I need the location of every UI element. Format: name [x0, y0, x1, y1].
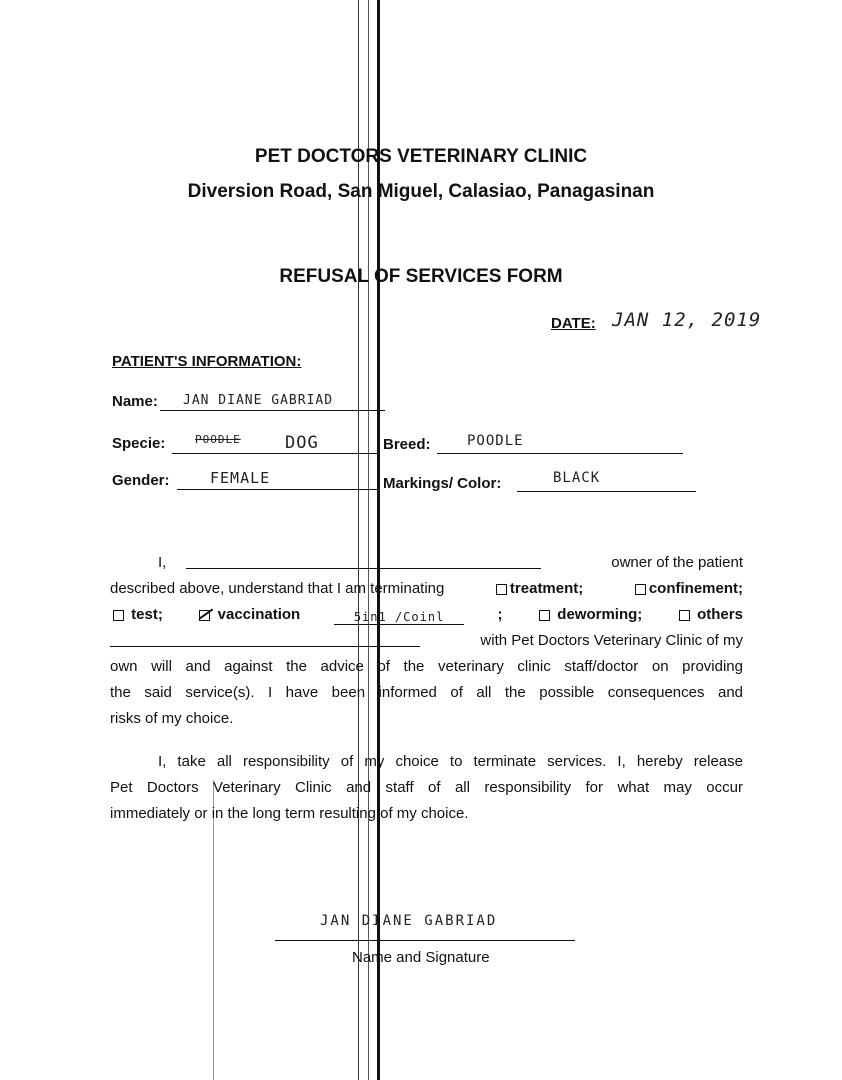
vaccination-detail: 5in1 /Coinl — [353, 609, 445, 624]
breed-value: POODLE — [467, 433, 524, 449]
paragraph-line: risks of my choice. — [110, 710, 234, 727]
confinement-checkbox[interactable] — [635, 584, 646, 595]
paragraph-line: I, take all responsibility of my choice to terminate services. I, hereby release — [158, 753, 743, 770]
treatment-checkbox[interactable] — [496, 584, 507, 595]
vaccination-checkbox[interactable] — [199, 610, 210, 621]
terminating-text: described above, understand that I am terminating — [110, 580, 445, 597]
clinic-will-text: with Pet Doctors Veterinary Clinic of my — [480, 632, 743, 649]
signature-label: Name and Signature — [352, 949, 490, 966]
gender-label: Gender: — [112, 472, 170, 489]
specie-line — [172, 453, 380, 454]
gender-value: FEMALE — [210, 469, 271, 487]
vaccination-semicolon: ; — [497, 606, 503, 623]
owner-phrase: owner of the patient — [611, 554, 743, 571]
form-title: REFUSAL OF SERVICES FORM — [279, 266, 563, 287]
specie-struck-value: POODLE — [195, 433, 241, 446]
signature-line — [275, 940, 575, 941]
date-value: JAN 12, 2019 — [612, 309, 762, 331]
paragraph-line: Pet Doctors Veterinary Clinic and staff of all responsibility for what may occur — [110, 779, 743, 796]
breed-line — [437, 453, 683, 454]
owner-name-line — [186, 568, 541, 569]
paragraph-line: immediately or in the long term resulting of my choice. — [110, 805, 469, 822]
refusal-paragraph — [110, 550, 743, 732]
test-checkbox[interactable] — [113, 610, 124, 621]
paragraph-line: own will and against the advice of the veterinary clinic staff/doctor on providing — [110, 658, 743, 675]
markings-value: BLACK — [553, 470, 601, 486]
name-label: Name: — [112, 393, 158, 410]
others-line — [110, 646, 420, 647]
test-label: test; — [131, 606, 163, 623]
paragraph-line: the said service(s). I have been informed of all the possible consequences and — [110, 684, 743, 701]
vaccination-label: vaccination — [217, 606, 301, 623]
signature-handwriting: JAN DIANE GABRIAD — [320, 913, 498, 929]
patient-info-heading: PATIENT'S INFORMATION: — [112, 353, 302, 370]
date-label: DATE: — [551, 315, 596, 332]
confinement-label: confinement; — [648, 580, 743, 597]
deworming-label: deworming; — [557, 606, 643, 623]
others-checkbox[interactable] — [679, 610, 690, 621]
others-label: others — [697, 606, 743, 623]
breed-label: Breed: — [383, 436, 431, 453]
owner-intro: I, — [158, 554, 167, 571]
specie-label: Specie: — [112, 435, 166, 452]
markings-line — [517, 491, 696, 492]
deworming-checkbox[interactable] — [539, 610, 550, 621]
specie-value: DOG — [285, 433, 319, 453]
clinic-name: PET DOCTORS VETERINARY CLINIC — [254, 146, 588, 167]
markings-label: Markings/ Color: — [383, 475, 502, 492]
release-paragraph — [110, 749, 743, 827]
name-line — [160, 410, 385, 411]
treatment-label: treatment; — [509, 580, 584, 597]
name-value: JAN DIANE GABRIAD — [183, 393, 334, 408]
clinic-address: Diversion Road, San Miguel, Calasiao, Panagasinan — [187, 181, 655, 202]
gender-line — [177, 489, 380, 490]
